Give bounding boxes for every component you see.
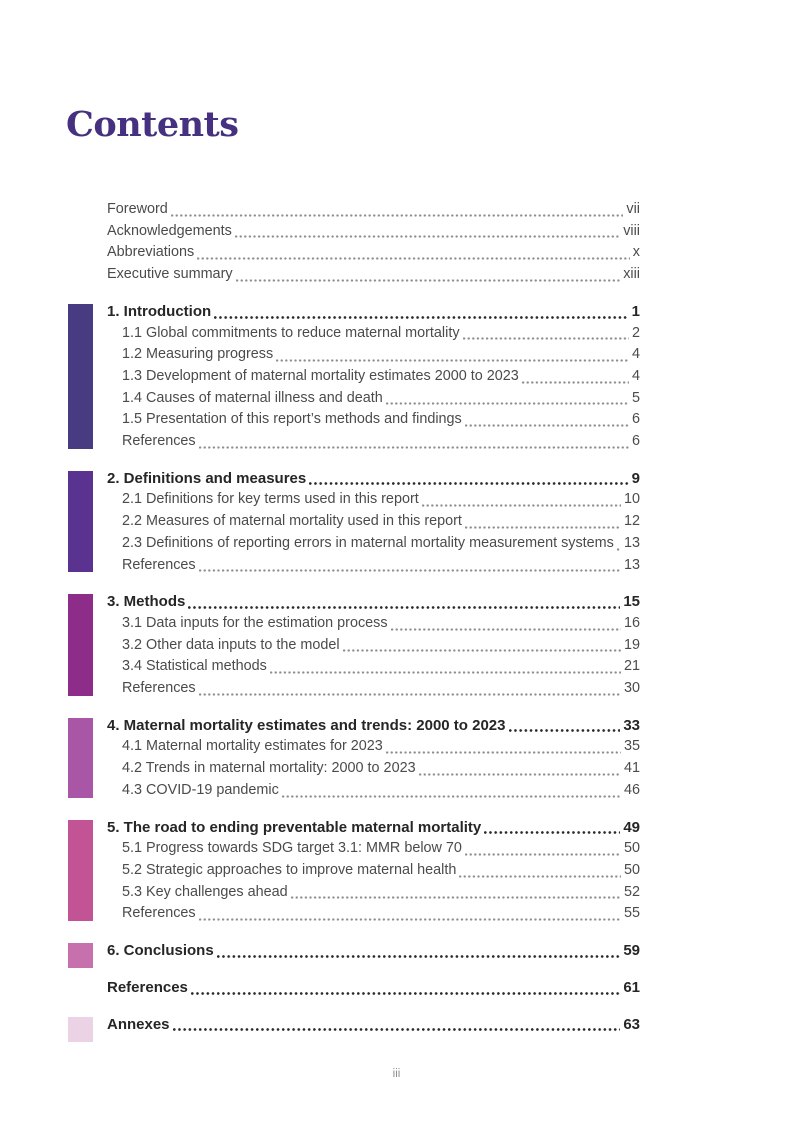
toc-entry[interactable]	[122, 344, 640, 366]
dot-leader	[462, 409, 632, 431]
toc-entry[interactable]	[122, 838, 640, 860]
toc-entry-page: 6	[631, 433, 640, 450]
toc-section-heading[interactable]	[107, 817, 640, 839]
toc-section-page: 1	[631, 302, 640, 320]
toc-entry-page: xiii	[623, 266, 640, 283]
toc-entry[interactable]	[122, 780, 640, 802]
toc-entry[interactable]	[122, 555, 640, 577]
toc-entry[interactable]	[122, 409, 640, 431]
toc-annexes-block	[66, 1014, 640, 1036]
dot-leader	[267, 656, 624, 678]
toc-entry-label: References	[122, 556, 196, 573]
toc-entry-label: 1.4 Causes of maternal illness and death	[122, 389, 383, 406]
section-color-bar	[68, 594, 93, 696]
folio-page-number: iii	[392, 1068, 401, 1080]
dot-leader	[416, 758, 624, 780]
toc-entry-page: 10	[623, 491, 640, 508]
dot-leader	[214, 940, 624, 962]
toc-entry-page: 2	[631, 324, 640, 341]
toc-entry-page: 50	[623, 840, 640, 857]
toc-section-page: 15	[623, 593, 640, 611]
toc-entry-label: 1.5 Presentation of this report’s methods and findings	[122, 411, 462, 428]
toc-entry-label: References	[122, 680, 196, 697]
toc-section-heading[interactable]	[107, 977, 640, 999]
dot-leader	[168, 199, 627, 221]
front-matter-block	[66, 199, 640, 286]
toc-entry[interactable]	[122, 736, 640, 758]
toc-section-heading[interactable]	[107, 715, 640, 737]
toc-entry-label: Abbreviations	[107, 244, 195, 261]
toc-entry-page: 52	[623, 883, 640, 900]
toc-entry[interactable]	[122, 613, 640, 635]
toc-entry-page: 35	[623, 738, 640, 755]
toc-section-page: 49	[623, 818, 640, 836]
toc-entry[interactable]	[107, 199, 640, 221]
toc-entry-page: 46	[623, 781, 640, 798]
dot-leader	[196, 903, 624, 925]
toc-entry[interactable]	[122, 903, 640, 925]
section-color-bar	[68, 471, 93, 573]
dot-leader	[340, 635, 624, 657]
toc-entry[interactable]	[122, 388, 640, 410]
toc-entry[interactable]	[122, 678, 640, 700]
toc-entry[interactable]	[122, 533, 640, 555]
toc-section-title: 2. Definitions and measures	[107, 469, 307, 487]
toc-entry-label: 3.2 Other data inputs to the model	[122, 636, 340, 653]
dot-leader	[170, 1014, 624, 1036]
section-color-bar	[68, 820, 93, 922]
toc-entry-page: 13	[623, 556, 640, 573]
dot-leader	[188, 977, 623, 999]
toc-section-methods	[66, 591, 640, 700]
toc-entry[interactable]	[107, 264, 640, 286]
toc-entry-label: 1.3 Development of maternal mortality estimates 2000 to 2023	[122, 367, 519, 384]
toc-entry-label: 4.3 COVID-19 pandemic	[122, 781, 279, 798]
section-color-bar	[68, 304, 93, 449]
dot-leader	[306, 468, 631, 490]
toc-section-title: 1. Introduction	[107, 302, 212, 320]
toc-entry-label: 5.1 Progress towards SDG target 3.1: MMR below 70	[122, 840, 462, 857]
toc-section-heading[interactable]	[107, 301, 640, 323]
dot-leader	[506, 715, 624, 737]
dot-leader	[481, 817, 623, 839]
toc-entry-page: 4	[631, 346, 640, 363]
toc-entry-page: 21	[623, 658, 640, 675]
dot-leader	[462, 838, 624, 860]
toc-entry-label: 2.3 Definitions of reporting errors in maternal mortality measurement systems	[122, 534, 614, 551]
toc-section-heading[interactable]	[107, 468, 640, 490]
dot-leader	[196, 431, 632, 453]
dot-leader	[383, 388, 632, 410]
toc-entry[interactable]	[122, 511, 640, 533]
toc-entry-page: 4	[631, 367, 640, 384]
toc-entry[interactable]	[122, 882, 640, 904]
toc-entry-page: x	[632, 244, 640, 261]
toc-entry-label: Foreword	[107, 201, 168, 217]
toc-entry-page: vii	[626, 201, 640, 217]
toc-entry-label: 2.2 Measures of maternal mortality used in this report	[122, 513, 462, 530]
toc-section-page: 33	[623, 716, 640, 734]
toc-section-page: 59	[623, 942, 640, 960]
dot-leader	[614, 533, 624, 555]
toc-entry-page: 13	[623, 534, 640, 551]
toc-section-introduction	[66, 301, 640, 453]
dot-leader	[388, 613, 624, 635]
toc-section-title: References	[107, 978, 188, 996]
toc-entry[interactable]	[107, 221, 640, 243]
toc-entry-label: 4.1 Maternal mortality estimates for 2023	[122, 738, 383, 755]
dot-leader	[383, 736, 624, 758]
toc-entry[interactable]	[122, 366, 640, 388]
dot-leader	[419, 489, 624, 511]
section-color-bar	[68, 718, 93, 798]
toc-section-title: 3. Methods	[107, 593, 186, 611]
section-color-bar	[68, 943, 93, 968]
dot-leader	[211, 301, 631, 323]
toc-entry-label: 4.2 Trends in maternal mortality: 2000 to 2023	[122, 760, 416, 777]
toc-section-definitions	[66, 468, 640, 577]
toc-entry-label: 2.1 Definitions for key terms used in this report	[122, 491, 419, 508]
toc-entry-page: 41	[623, 760, 640, 777]
toc-entry-page: 19	[623, 636, 640, 653]
toc-entry-label: 1.1 Global commitments to reduce maternal mortality	[122, 324, 460, 341]
dot-leader	[196, 678, 624, 700]
toc-entry-page: 6	[631, 411, 640, 428]
toc-entry[interactable]	[122, 431, 640, 453]
toc-section-road-to-ending	[66, 817, 640, 926]
toc-section-conclusions	[66, 940, 640, 962]
toc-section-page: 9	[631, 469, 640, 487]
dot-leader	[185, 591, 623, 613]
toc-entry-page: 16	[623, 614, 640, 631]
toc-entry-label: References	[122, 433, 196, 450]
toc-entry-label: Acknowledgements	[107, 222, 232, 239]
toc-entry[interactable]	[122, 860, 640, 882]
dot-leader	[279, 780, 624, 802]
toc-section-title: 4. Maternal mortality estimates and trends: 2000 to 2023	[107, 716, 506, 734]
dot-leader	[233, 264, 624, 286]
dot-leader	[232, 221, 623, 243]
toc-entry-label: 3.1 Data inputs for the estimation process	[122, 614, 388, 631]
toc-entry[interactable]	[122, 758, 640, 780]
toc-entry[interactable]	[107, 242, 640, 264]
toc-entry[interactable]	[122, 635, 640, 657]
toc-section-page: 61	[623, 978, 640, 996]
toc-section-heading[interactable]	[107, 940, 640, 962]
dot-leader	[288, 882, 624, 904]
dot-leader	[456, 860, 624, 882]
toc-entry-label: 1.2 Measuring progress	[122, 346, 274, 363]
toc-entry-page: 30	[623, 680, 640, 697]
toc-entry-label: References	[122, 905, 196, 922]
dot-leader	[460, 323, 632, 345]
toc-entry-page: viii	[623, 222, 640, 239]
toc-section-title: 5. The road to ending preventable maternal mortality	[107, 818, 482, 836]
toc-section-heading[interactable]	[107, 591, 640, 613]
toc-section-title: 6. Conclusions	[107, 942, 214, 960]
toc-entry[interactable]	[122, 656, 640, 678]
toc-entry-label: Executive summary	[107, 266, 233, 283]
toc-section-page: 63	[623, 1015, 640, 1033]
toc-entry-page: 50	[623, 861, 640, 878]
toc-entry-label: 5.3 Key challenges ahead	[122, 883, 288, 900]
toc-references-block	[66, 977, 640, 999]
toc-section-title: Annexes	[107, 1015, 170, 1033]
toc-entry-page: 55	[623, 905, 640, 922]
toc-entry-label: 5.2 Strategic approaches to improve maternal health	[122, 861, 457, 878]
table-of-contents	[66, 199, 640, 1035]
dot-leader	[462, 511, 624, 533]
toc-entry-label: 3.4 Statistical methods	[122, 658, 267, 675]
page-title: Contents	[66, 104, 239, 145]
section-color-bar	[68, 1017, 93, 1042]
toc-section-estimates-trends	[66, 715, 640, 802]
dot-leader	[196, 555, 624, 577]
toc-entry-page: 12	[623, 513, 640, 530]
dot-leader	[273, 344, 632, 366]
toc-entry[interactable]	[122, 489, 640, 511]
dot-leader	[519, 366, 632, 388]
dot-leader	[194, 242, 633, 264]
toc-entry-page: 5	[631, 389, 640, 406]
toc-entry[interactable]	[122, 323, 640, 345]
toc-section-heading[interactable]	[107, 1014, 640, 1036]
